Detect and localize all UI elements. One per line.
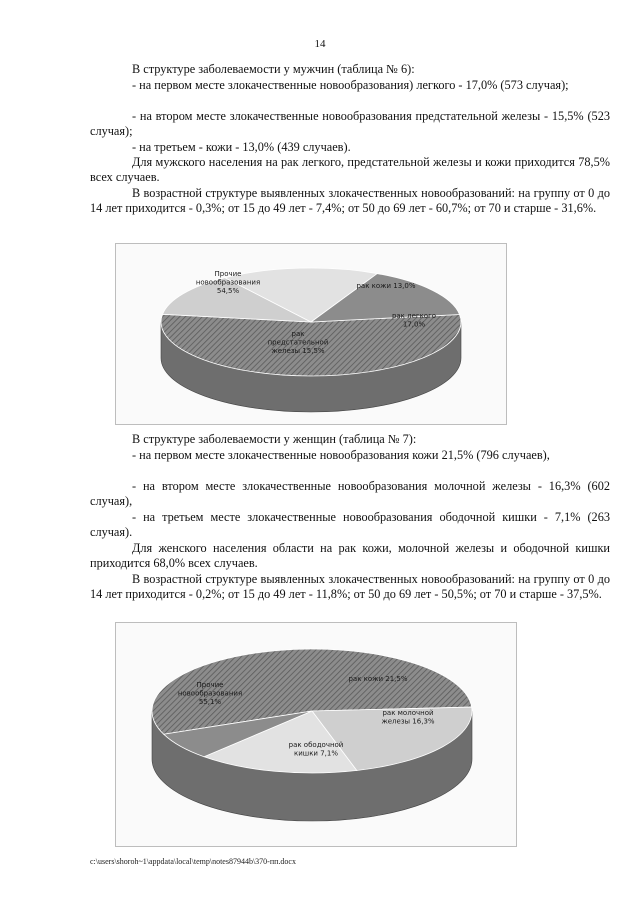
women-summary: Для женского населения области на рак кожи, молочной железы и ободочной кишки приходится 68,0% всех случаев. bbox=[90, 541, 610, 571]
men-slice-label-3: рак легкого 17,0% bbox=[391, 312, 437, 329]
women-item-1: - на первом месте злокачественные новообразования кожи 21,5% (796 случаев), bbox=[132, 448, 550, 462]
women-slice-label-1: Прочие новообразования 55,1% bbox=[177, 681, 243, 706]
men-summary: Для мужского населения на рак легкого, предстательной железы и кожи приходится 78,5% всех случаев. bbox=[90, 155, 610, 185]
women-intro: В структуре заболеваемости у женщин (таблица № 7): bbox=[132, 432, 417, 446]
men-intro: В структуре заболеваемости у мужчин (таблица № 6): bbox=[132, 62, 415, 76]
women-pie-svg bbox=[116, 623, 516, 846]
men-item-3: - на третьем - кожи - 13,0% (439 случаев). bbox=[132, 140, 351, 154]
men-slice-label-2: рак кожи 13,0% bbox=[356, 282, 416, 290]
file-path-footer: c:\users\shoroh~1\appdata\local\temp\notes87944b\370-пп.docx bbox=[90, 857, 296, 866]
men-item-1: - на первом месте злокачественные новообразования) легкого - 17,0% (573 случая); bbox=[132, 78, 569, 92]
women-slice-label-2: рак кожи 21,5% bbox=[348, 675, 408, 683]
women-item-3: - на третьем месте злокачественные новообразования ободочной кишки - 7,1% (263 случая). bbox=[90, 510, 610, 540]
women-pie-chart bbox=[115, 622, 517, 847]
women-age-structure: В возрастной структуре выявленных злокачественных новообразований: на группу от 0 до 14 лет приходится - 0,2%; от 15 до 49 лет - 11,8%; от 50 до 69 лет - 50,5%; от 70 и старше - 37,5%. bbox=[90, 572, 610, 602]
men-pie-svg bbox=[116, 244, 506, 424]
men-slice-label-4: рак предстательной железы 15,5% bbox=[267, 330, 329, 355]
page-number: 14 bbox=[314, 38, 326, 50]
women-slice-label-3: рак молочной железы 16,3% bbox=[381, 709, 435, 726]
men-item-2: - на втором месте злокачественные новообразования предстательной железы - 15,5% (523 случая); bbox=[90, 109, 610, 139]
men-slice-label-1: Прочие новообразования 54,5% bbox=[195, 270, 261, 295]
men-age-structure: В возрастной структуре выявленных злокачественных новообразований: на группу от 0 до 14 лет приходится - 0,3%; от 15 до 49 лет - 7,4%; от 50 до 69 лет - 60,7%; от 70 и старше - 31,6%. bbox=[90, 186, 610, 216]
women-item-2: - на втором месте злокачественные новообразования молочной железы - 16,3% (602 случая), bbox=[90, 479, 610, 509]
men-pie-chart bbox=[115, 243, 507, 425]
women-slice-label-4: рак ободочной кишки 7,1% bbox=[288, 741, 344, 758]
